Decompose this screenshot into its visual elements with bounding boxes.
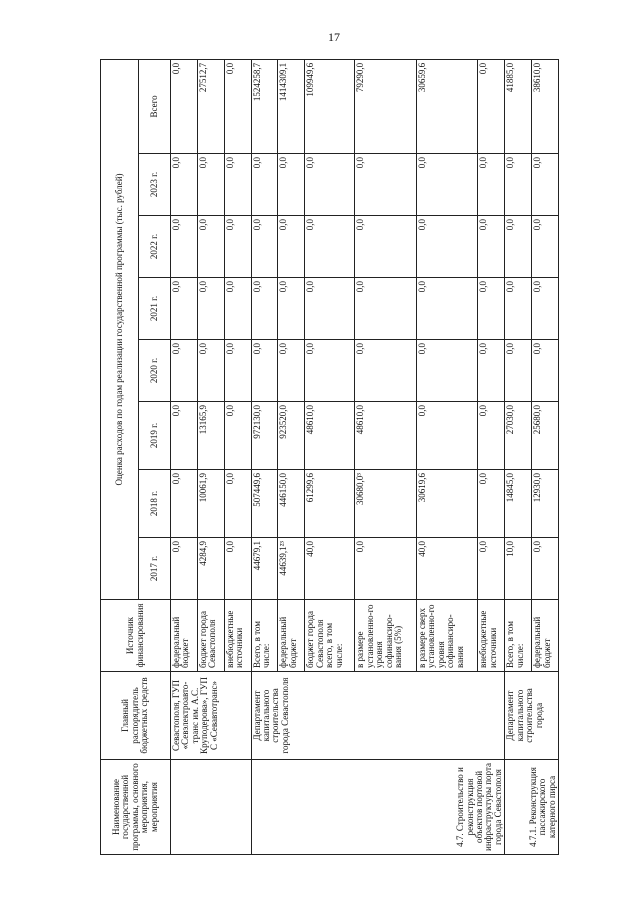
header-year: 2017 г.: [139, 538, 171, 600]
source-cell: внебюджетные источники: [224, 600, 251, 672]
year-value-cell: 0,0: [355, 278, 417, 340]
header-year: 2022 г.: [139, 216, 171, 278]
total-value-cell: 0,0: [224, 59, 251, 153]
year-value-cell: 48610,0: [355, 402, 417, 470]
year-value-cell: 0,0: [251, 278, 278, 340]
program-name-cell: 4.7.1. Реконструкция пассажирского катерного пирса: [505, 760, 559, 855]
year-value-cell: 14845,0: [505, 470, 532, 538]
total-value-cell: 0,0: [171, 59, 198, 153]
source-cell: бюджет города Севастополя всего, в том числе:: [305, 600, 355, 672]
total-value-cell: 79290,0: [355, 59, 417, 153]
year-value-cell: 0,0: [532, 154, 559, 216]
year-value-cell: 0,0: [478, 154, 505, 216]
year-value-cell: 0,0: [416, 340, 478, 402]
year-value-cell: 0,0: [171, 340, 198, 402]
year-value-cell: 0,0: [171, 470, 198, 538]
year-value-cell: 4284,9: [197, 538, 224, 600]
year-value-cell: 13165,9: [197, 402, 224, 470]
source-cell: в размере установленно-го уровня софинансиро-вания (5%): [355, 600, 417, 672]
year-value-cell: 40,0: [305, 538, 355, 600]
table-row: [251, 59, 278, 854]
year-value-cell: 0,0: [355, 538, 417, 600]
header-year: 2019 г.: [139, 402, 171, 470]
year-value-cell: 10061,9: [197, 470, 224, 538]
year-value-cell: 0,0: [224, 538, 251, 600]
year-value-cell: 0,0: [305, 278, 355, 340]
program-name-cell: 4.7. Строительство и реконструкция объектов портовой инфраструктуры порта города Севастополя: [251, 760, 505, 855]
year-value-cell: 48610,0: [305, 402, 355, 470]
total-value-cell: 27512,7: [197, 59, 224, 153]
year-value-cell: 44679,1: [251, 538, 278, 600]
financing-table: [100, 59, 559, 855]
header-year: 2020 г.: [139, 340, 171, 402]
year-value-cell: 0,0: [355, 340, 417, 402]
year-value-cell: 0,0: [416, 278, 478, 340]
year-value-cell: 0,0: [224, 278, 251, 340]
table-body: [171, 59, 559, 854]
source-cell: внебюджетные источники: [478, 600, 505, 672]
total-value-cell: 38610,0: [532, 59, 559, 153]
year-value-cell: 0,0: [171, 216, 198, 278]
year-value-cell: 0,0: [478, 216, 505, 278]
year-value-cell: 10,0: [505, 538, 532, 600]
year-value-cell: 25680,0: [532, 402, 559, 470]
year-value-cell: 0,0: [478, 340, 505, 402]
year-value-cell: 0,0: [305, 154, 355, 216]
year-value-cell: 0,0: [197, 278, 224, 340]
source-cell: Всего, в том числе:: [505, 600, 532, 672]
year-value-cell: 0,0: [478, 278, 505, 340]
year-value-cell: 0,0: [224, 340, 251, 402]
year-value-cell: 27030,0: [505, 402, 532, 470]
header-expense-estimate: Оценка расходов по годам реализации государственной программы (тыс. рублей): [101, 59, 139, 599]
year-value-cell: 0,0: [505, 278, 532, 340]
year-value-cell: 0,0: [505, 216, 532, 278]
header-program-name: Наименование государственной программы, основного мероприятия, мероприятия: [101, 760, 171, 855]
year-value-cell: 30680,0³: [355, 470, 417, 538]
year-value-cell: 44639,1²³: [278, 538, 305, 600]
header-total: Всего: [139, 59, 171, 153]
year-value-cell: 0,0: [416, 154, 478, 216]
source-cell: федеральный бюджет: [278, 600, 305, 672]
year-value-cell: 972130,0: [251, 402, 278, 470]
year-value-cell: 0,0: [505, 340, 532, 402]
source-cell: федеральный бюджет: [532, 600, 559, 672]
year-value-cell: 0,0: [224, 216, 251, 278]
year-value-cell: 0,0: [416, 216, 478, 278]
source-cell: федеральный бюджет: [171, 600, 198, 672]
header-year: 2018 г.: [139, 470, 171, 538]
year-value-cell: 0,0: [171, 538, 198, 600]
program-name-cell: [171, 760, 252, 855]
year-value-cell: 0,0: [532, 216, 559, 278]
year-value-cell: 0,0: [171, 154, 198, 216]
year-value-cell: 30619,6: [416, 470, 478, 538]
year-value-cell: 0,0: [251, 154, 278, 216]
year-value-cell: 0,0: [532, 278, 559, 340]
year-value-cell: 40,0: [416, 538, 478, 600]
year-value-cell: 0,0: [171, 278, 198, 340]
total-value-cell: 1524258,7: [251, 59, 278, 153]
year-value-cell: 0,0: [478, 470, 505, 538]
year-value-cell: 446150,0: [278, 470, 305, 538]
total-value-cell: 1414309,1: [278, 59, 305, 153]
year-value-cell: 0,0: [278, 278, 305, 340]
header-budget-admin: Главный распорядитель бюджетных средств: [101, 672, 171, 760]
year-value-cell: 0,0: [532, 538, 559, 600]
year-value-cell: 0,0: [278, 154, 305, 216]
budget-admin-cell: Департамент капитального строительства города: [505, 672, 559, 760]
year-value-cell: 0,0: [416, 402, 478, 470]
table-row: [505, 59, 532, 854]
source-cell: Всего, в том числе:: [251, 600, 278, 672]
year-value-cell: 0,0: [197, 154, 224, 216]
year-value-cell: 0,0: [197, 216, 224, 278]
header-year: 2021 г.: [139, 278, 171, 340]
source-cell: бюджет города Севастополя: [197, 600, 224, 672]
year-value-cell: 0,0: [278, 216, 305, 278]
header-year: 2023 г.: [139, 154, 171, 216]
year-value-cell: 0,0: [305, 340, 355, 402]
year-value-cell: 12930,0: [532, 470, 559, 538]
year-value-cell: 0,0: [305, 216, 355, 278]
table-row: [171, 59, 198, 854]
header-source: Источник финансирования: [101, 600, 171, 672]
source-cell: в размере сверх установленно-го уровня софинансиро-вания: [416, 600, 478, 672]
year-value-cell: 0,0: [478, 538, 505, 600]
year-value-cell: 0,0: [355, 154, 417, 216]
year-value-cell: 0,0: [197, 340, 224, 402]
year-value-cell: 0,0: [224, 154, 251, 216]
year-value-cell: 0,0: [278, 340, 305, 402]
year-value-cell: 923520,0: [278, 402, 305, 470]
year-value-cell: 61299,6: [305, 470, 355, 538]
budget-admin-cell: Департамент капитального строительства города Севастополя: [251, 672, 505, 760]
year-value-cell: 0,0: [505, 154, 532, 216]
rotated-table-container: [100, 60, 559, 855]
total-value-cell: 30659,6: [416, 59, 478, 153]
year-value-cell: 0,0: [355, 216, 417, 278]
year-value-cell: 0,0: [171, 402, 198, 470]
year-value-cell: 0,0: [532, 340, 559, 402]
year-value-cell: 0,0: [251, 340, 278, 402]
year-value-cell: 0,0: [224, 402, 251, 470]
year-value-cell: 0,0: [478, 402, 505, 470]
total-value-cell: 41885,0: [505, 59, 532, 153]
year-value-cell: 507449,6: [251, 470, 278, 538]
year-value-cell: 0,0: [251, 216, 278, 278]
total-value-cell: 0,0: [478, 59, 505, 153]
total-value-cell: 109949,6: [305, 59, 355, 153]
budget-admin-cell: Севастополя, ГУП «Севэлектроавто-транс им. А.С. Круподерова», ГУП С «Севавтотранс»: [171, 672, 252, 760]
year-value-cell: 0,0: [224, 470, 251, 538]
page-number: 17: [328, 30, 340, 44]
